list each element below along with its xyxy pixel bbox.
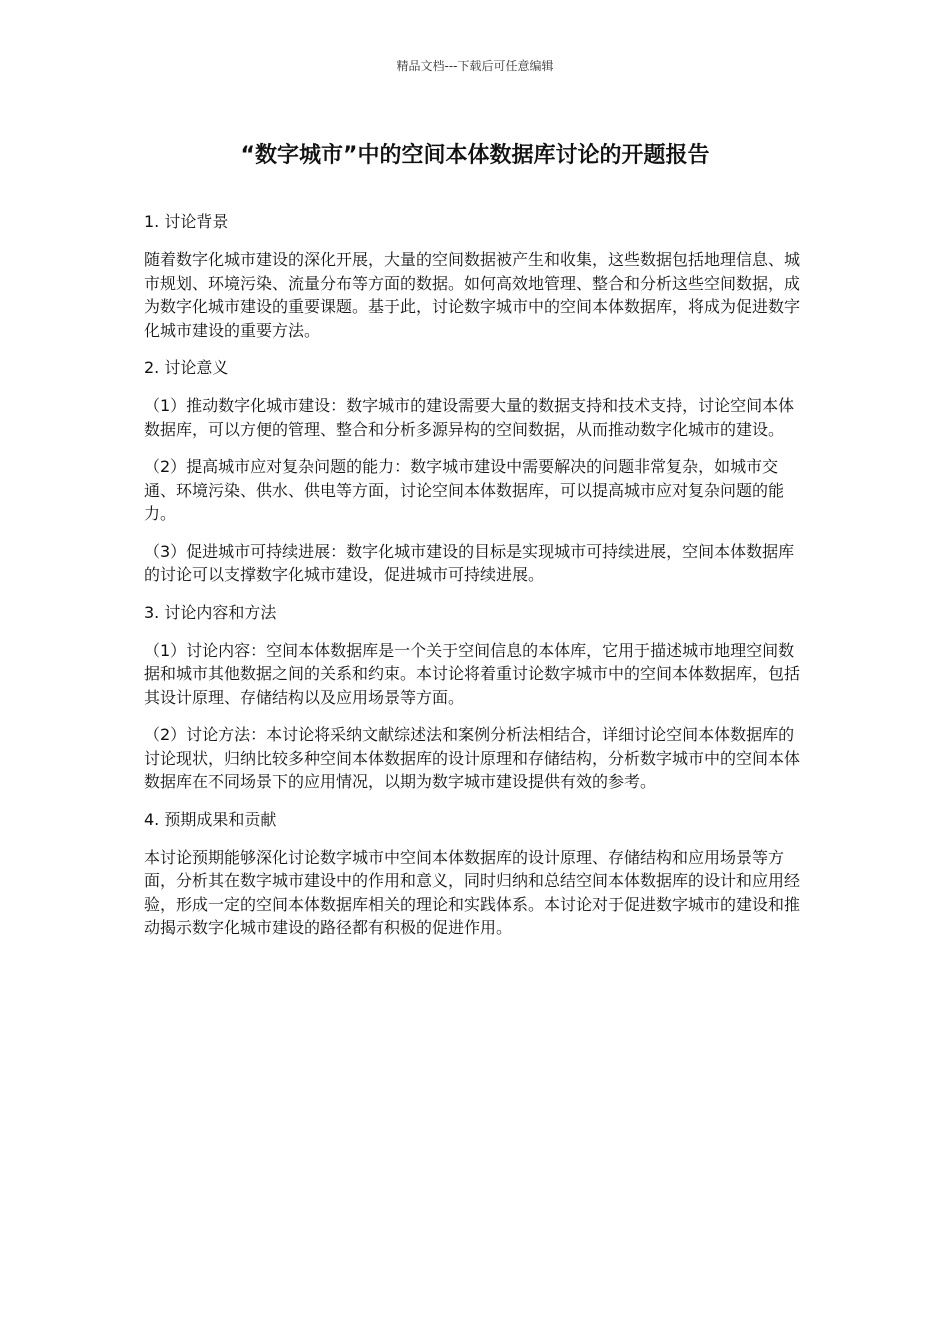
paragraph-methods: （2）讨论方法：本讨论将采纳文献综述法和案例分析法相结合，详细讨论空间本体数据库的讨论现状，归纳比较多种空间本体数据库的设计原理和存储结构，分析数字城市中的空间本体数据库在不同场景下的应用情况，以期为数字城市建设提供有效的参考。 [144,725,801,791]
document-title: “数字城市”中的空间本体数据库讨论的开题报告 [240,143,710,168]
section-heading-expected-results: 4. 预期成果和贡献 [144,809,277,829]
section-heading-content-methods: 3. 讨论内容和方法 [144,602,277,622]
paragraph-content: （1）讨论内容：空间本体数据库是一个关于空间信息的本体库，它用于描述城市地理空间数据和城市其他数据之间的关系和约束。本讨论将着重讨论数字城市中的空间本体数据库，包括其设计原理、存储结构以及应用场景等方面。 [144,640,801,707]
paragraph-significance-1: （1）推动数字化城市建设：数字城市的建设需要大量的数据支持和技术支持，讨论空间本体数据库，可以方便的管理、整合和分析多源异构的空间数据，从而推动数字化城市的建设。 [144,396,795,439]
paragraph-expected-results: 本讨论预期能够深化讨论数字城市中空间本体数据库的设计原理、存储结构和应用场景等方面，分析其在数字城市建设中的作用和意义，同时归纳和总结空间本体数据库的设计和应用经验，形成一定的空间本体数据库相关的理论和实践体系。本讨论对于促进数字城市的建设和推动揭示数字化城市建设的路径都有积极的促进作用。 [144,847,801,937]
paragraph-background: 随着数字化城市建设的深化开展，大量的空间数据被产生和收集，这些数据包括地理信息、城市规划、环境污染、流量分布等方面的数据。如何高效地管理、整合和分析这些空间数据，成为数字化城市建设的重要课题。基于此，讨论数字城市中的空间本体数据库，将成为促进数字化城市建设的重要方法。 [144,250,801,340]
paragraph-significance-3: （3）促进城市可持续进展：数字化城市建设的目标是实现城市可持续进展，空间本体数据库的讨论可以支撑数字化城市建设，促进城市可持续进展。 [144,541,795,584]
section-heading-background: 1. 讨论背景 [144,212,229,231]
header-note: 精品文档---下载后可任意编辑 [396,59,554,73]
section-heading-significance: 2. 讨论意义 [144,358,229,377]
paragraph-significance-2: （2）提高城市应对复杂问题的能力：数字城市建设中需要解决的问题非常复杂，如城市交通、环境污染、供水、供电等方面，讨论空间本体数据库，可以提高城市应对复杂问题的能力。 [144,457,785,523]
document-body [144,210,809,954]
